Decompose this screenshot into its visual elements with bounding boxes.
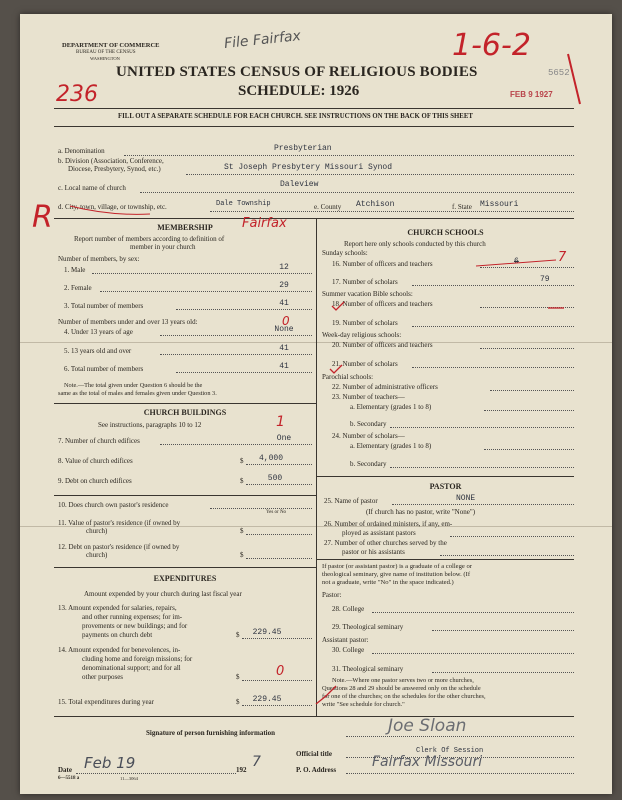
local-name-value: Daleview [280, 180, 319, 189]
file-note: File Fairfax [223, 28, 302, 52]
year-hand: 7 [252, 754, 261, 770]
pastor-note-2: Questions 28 and 29 should be answered only on the schedule [322, 685, 481, 692]
membership-heading: MEMBERSHIP [157, 223, 213, 232]
under-13-value: None [274, 325, 294, 334]
check-mark [330, 365, 342, 373]
q31-label: 31. Theological seminary [332, 665, 404, 673]
q27-label-1: 27. Number of other churches served by the [324, 539, 447, 547]
census-schedule-sheet [20, 14, 612, 794]
q10-label: 10. Does church own pastor's residence [58, 501, 169, 509]
by-sex-label: Number of members, by sex: [58, 255, 140, 263]
value-edifices-dollar: $ [240, 457, 244, 465]
q23-label: 23. Number of teachers— [332, 393, 405, 401]
division-label-2: Diocese, Presbytery, Synod, etc.) [68, 165, 161, 173]
city-name: WASHINGTON [90, 56, 120, 61]
q14-line-2: cluding home and foreign missions; for [82, 655, 193, 663]
q12-label-1: 12. Debt on pastor's residence (if owned by [58, 543, 180, 551]
q18-label: 18. Number of officers and teachers [332, 300, 433, 308]
q16-value: 6 [514, 257, 519, 266]
debt-edifices-dollar: $ [240, 477, 244, 485]
schools-heading: CHURCH SCHOOLS [407, 228, 484, 237]
male-label: 1. Male [64, 266, 86, 274]
debt-edifices-value: 500 [267, 474, 283, 483]
code-left: 236 [56, 82, 98, 107]
q17-value: 79 [540, 275, 550, 284]
q23b-label: b. Secondary [350, 420, 387, 428]
total-members-label: 3. Total number of members [64, 302, 144, 310]
form-title: UNITED STATES CENSUS OF RELIGIOUS BODIES [116, 64, 478, 80]
q12-label-2: church) [86, 551, 108, 559]
check-mark [332, 302, 344, 310]
q15-dollar: $ [236, 698, 240, 706]
red-stroke [568, 54, 580, 104]
po-address-label: P. O. Address [296, 766, 337, 774]
signature-value: Joe Sloan [388, 716, 467, 736]
stamp-number: 5652 [548, 68, 570, 78]
signature-label: Signature of person furnishing information [146, 729, 275, 737]
date-label: Date [58, 766, 72, 774]
q16-hand: 7 [558, 250, 567, 265]
form-subtitle: SCHEDULE: 1926 [238, 83, 360, 99]
po-address-value: Fairfax Missouri [372, 754, 483, 770]
state-label: f. State [452, 203, 472, 211]
q25-note: (If church has no pastor, write "None") [366, 508, 476, 516]
city-value: Dale Township [216, 200, 271, 208]
county-value: Atchison [356, 200, 395, 209]
value-edifices-value: 4,000 [258, 454, 283, 463]
form-number-2: 11—3064 [120, 776, 138, 781]
q19-label: 19. Number of scholars [332, 319, 398, 327]
underline-mark [476, 260, 556, 266]
q29-label: 29. Theological seminary [332, 623, 404, 631]
q24-label: 24. Number of scholars— [332, 432, 405, 440]
division-label-1: b. Division (Association, Conference, [58, 157, 164, 165]
year-prefix: 192 [236, 766, 247, 774]
q17-label: 17. Number of scholars [332, 278, 398, 286]
bureau-name: BUREAU OF THE CENSUS [76, 50, 136, 55]
schools-intro: Report here only schools conducted by this church [344, 240, 486, 248]
q30-label: 30. College [332, 646, 365, 654]
membership-intro-1: Report number of members according to definition of [74, 235, 225, 243]
q11-dollar: $ [240, 527, 244, 535]
over-13-label: 5. 13 years old and over [64, 347, 132, 355]
yes-no-hint: Yes or No [266, 510, 287, 515]
expenditures-heading: EXPENDITURES [153, 574, 217, 583]
q24b-label: b. Secondary [350, 460, 387, 468]
grad-text-3: not a graduate, write "No" in the space indicated.) [322, 579, 454, 586]
assistant-sublabel: Assistant pastor: [322, 636, 369, 644]
q11-label-1: 11. Value of pastor's residence (if owned by [58, 519, 181, 527]
over-13-value: 41 [279, 344, 289, 353]
pastor-note-3: for one of the churches; on the schedules for the other churches, [322, 693, 486, 700]
edifices-label: 7. Number of church edifices [58, 437, 140, 445]
q13-value: 229.45 [252, 628, 282, 637]
debt-edifices-label: 9. Debt on church edifices [58, 477, 132, 485]
q24a-label: a. Elementary (grades 1 to 8) [350, 442, 432, 450]
pastor-note-4: write "See schedule for church." [322, 701, 405, 708]
grad-text-2: theological seminary, give name of institution below. (If [322, 571, 471, 578]
fill-instruction: FILL OUT A SEPARATE SCHEDULE FOR EACH CHURCH. SEE INSTRUCTIONS ON THE BACK OF THIS SHEET [118, 113, 473, 120]
weekday-label: Week-day religious schools: [322, 331, 402, 339]
state-value: Missouri [480, 200, 519, 209]
q11-label-2: church) [86, 527, 108, 535]
buildings-intro: See instructions, paragraphs 10 to 12 [98, 421, 202, 429]
division-value: St Joseph Presbytery Missouri Synod [224, 163, 393, 172]
q14-line-3: denominational support; and for all [82, 664, 181, 672]
local-name-label: c. Local name of church [58, 184, 126, 192]
pastor-sublabel: Pastor: [322, 591, 342, 599]
red-markings [20, 14, 612, 794]
female-value: 29 [279, 281, 289, 290]
male-value: 12 [279, 263, 289, 272]
buildings-heading: CHURCH BUILDINGS [143, 408, 227, 417]
q21-label: 21. Number of scholars [332, 360, 398, 368]
total-age-label: 6. Total number of members [64, 365, 144, 373]
q26-label-1: 26. Number of ordained ministers, if any, em- [324, 520, 453, 528]
summer-label: Summer vacation Bible schools: [322, 290, 413, 298]
total-age-value: 41 [279, 362, 289, 371]
code-top-right: 1-6-2 [452, 28, 531, 63]
q28-label: 28. College [332, 605, 365, 613]
edifices-value: One [276, 434, 292, 443]
q12-dollar: $ [240, 551, 244, 559]
q20-label: 20. Number of officers and teachers [332, 341, 433, 349]
q14-dollar: $ [236, 673, 240, 681]
expenditures-intro: Amount expended by your church during last fiscal year [84, 590, 242, 598]
denomination-value: Presbyterian [274, 144, 332, 153]
age-intro: Number of members under and over 13 years old: [58, 318, 198, 326]
edifices-hand: 1 [276, 414, 285, 430]
female-label: 2. Female [64, 284, 92, 292]
under-13-label: 4. Under 13 years of age [64, 328, 133, 336]
pastor-note-1: Note.—Where one pastor serves two or more churches, [332, 677, 474, 684]
form-number: 6—5518 a [58, 776, 80, 781]
underline-mark [70, 206, 150, 214]
denomination-label: a. Denomination [58, 147, 105, 155]
q25-label: 25. Name of pastor [324, 497, 378, 505]
q22-label: 22. Number of administrative officers [332, 383, 438, 391]
official-title-label: Official title [296, 750, 332, 758]
q13-dollar: $ [236, 631, 240, 639]
membership-note-1: Note.—The total given under Question 6 should be the [64, 382, 203, 389]
q25-value: NONE [456, 494, 476, 503]
q14-value: 0 [276, 664, 285, 679]
q16-label: 16. Number of officers and teachers [332, 260, 433, 268]
q15-value: 229.45 [252, 695, 282, 704]
q15-label: 15. Total expenditures during year [58, 698, 154, 706]
parochial-label: Parochial schools: [322, 373, 374, 381]
q14-line-1: 14. Amount expended for benevolences, in- [58, 646, 181, 654]
q13-line-3: provements or new buildings; and for [82, 622, 188, 630]
value-edifices-label: 8. Value of church edifices [58, 457, 133, 465]
q27-label-2: pastor or his assistants [342, 548, 405, 556]
q14-line-4: other purposes [82, 673, 124, 681]
pastor-heading: PASTOR [429, 482, 462, 491]
county-label: e. County [314, 203, 342, 211]
q13-line-4: payments on church debt [82, 631, 153, 639]
total-members-value: 41 [279, 299, 289, 308]
fairfax-note: Fairfax [242, 216, 287, 231]
dept-name: DEPARTMENT OF COMMERCE [62, 42, 160, 49]
q23a-label: a. Elementary (grades 1 to 8) [350, 403, 432, 411]
q13-line-2: and other running expenses; for im- [82, 613, 183, 621]
under-13-hand: 0 [282, 314, 290, 328]
received-stamp: FEB 9 1927 [510, 90, 553, 99]
q13-line-1: 13. Amount expended for salaries, repairs, [58, 604, 177, 612]
grad-text-1: If pastor (or assistant pastor) is a graduate of a college or [322, 563, 472, 570]
letter-r: R [32, 200, 53, 235]
sunday-label: Sunday schools: [322, 249, 368, 257]
date-value: Feb 19 [84, 754, 136, 772]
check-mark [316, 686, 336, 704]
membership-note-2: same as the total of males and females given under Question 3. [58, 390, 217, 397]
official-title-value: Clerk Of Session [416, 747, 484, 755]
q26-label-2: ployed as assistant pastors [342, 529, 416, 537]
membership-intro-2: member in your church [130, 243, 196, 251]
city-label: d. City, town, village, or township, etc. [58, 203, 167, 211]
